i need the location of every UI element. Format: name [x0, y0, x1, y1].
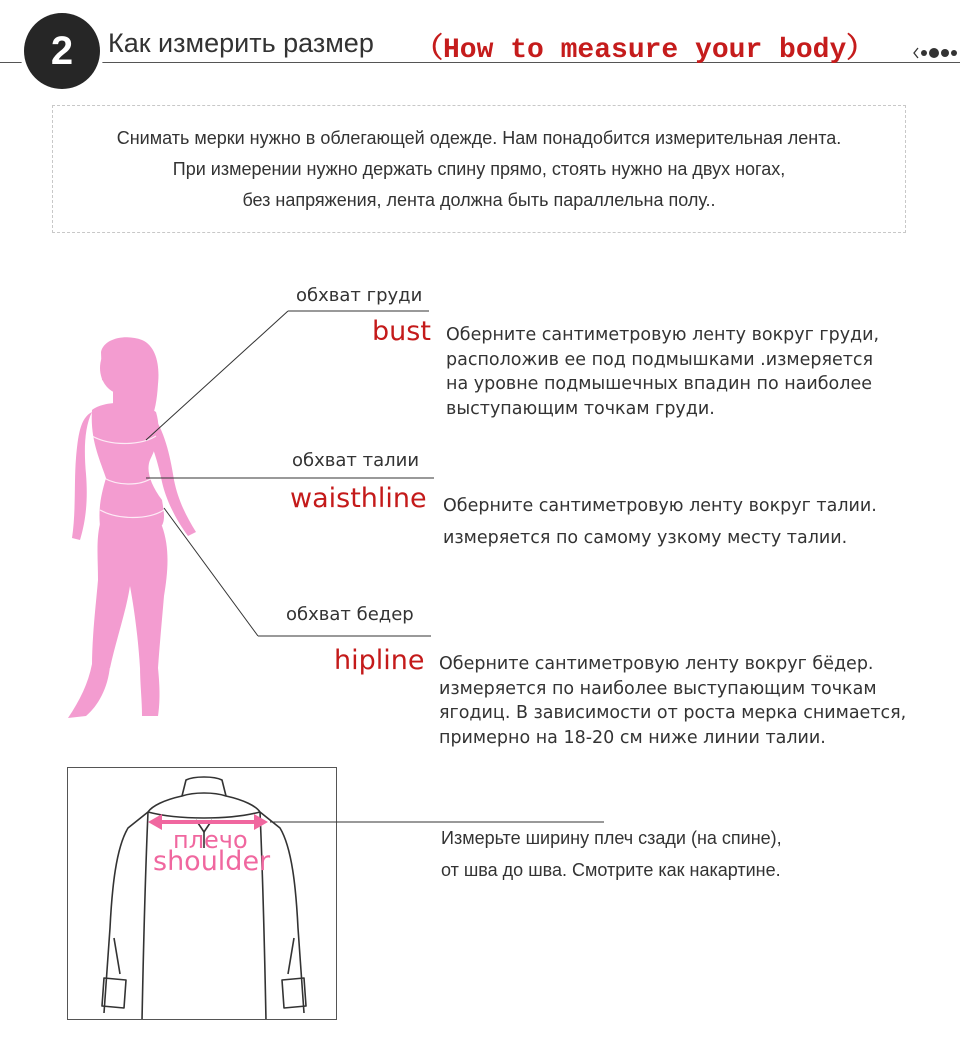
hip-label-ru: обхват бедер — [286, 604, 414, 625]
intro-line: без напряжения, лента должна быть параллельна полу.. — [242, 189, 716, 210]
shoulder-label-ru: плечо — [173, 826, 248, 854]
page-title: Как измерить размер — [108, 28, 374, 58]
waist-label-ru: обхват талии — [292, 450, 420, 471]
hip-description-line: Оберните сантиметровую ленту вокруг бёдер. — [439, 654, 874, 674]
step-badge: 2 — [24, 13, 100, 89]
hip-description-line: измеряется по наиболее выступающим точкам — [439, 678, 877, 699]
waist-description-line: измеряется по самому узкому месту талии. — [443, 528, 848, 548]
waist-description-line: Оберните сантиметровую ленту вокруг талии. — [443, 496, 877, 516]
bust-description-line: выступающим точкам груди. — [446, 398, 715, 419]
shoulder-description-line: Измерьте ширину плеч сзади (на спине), — [441, 828, 782, 848]
bust-label-ru: обхват груди — [296, 285, 423, 306]
hip-description-line: ягодиц. В зависимости от роста мерка снимается, — [439, 703, 907, 723]
waist-label-en: waisthline — [290, 483, 427, 514]
bust-label-en: bust — [372, 316, 431, 347]
page-title-en: （How to measure your body） — [415, 35, 875, 66]
bust-description-line: Оберните сантиметровую ленту вокруг груди, — [446, 325, 880, 345]
hip-label-en: hipline — [334, 645, 425, 676]
bust-description-line: на уровне подмышечных впадин по наиболее — [446, 374, 872, 394]
shoulder-description-line: от шва до шва. Смотрите как накартине. — [441, 860, 781, 880]
bust-description-line: расположив ее под подмышками .измеряется — [446, 349, 874, 370]
hip-description-line: примерно на 18-20 см ниже линии талии. — [439, 727, 826, 748]
shoulder-label-en: shoulder — [153, 846, 271, 877]
intro-line: При измерении нужно держать спину прямо, стоять нужно на двух ногах, — [172, 158, 786, 179]
shoulder-description — [441, 822, 782, 886]
intro-line: Снимать мерки нужно в облегающей одежде. Нам понадобится измерительная лента. — [116, 127, 842, 148]
